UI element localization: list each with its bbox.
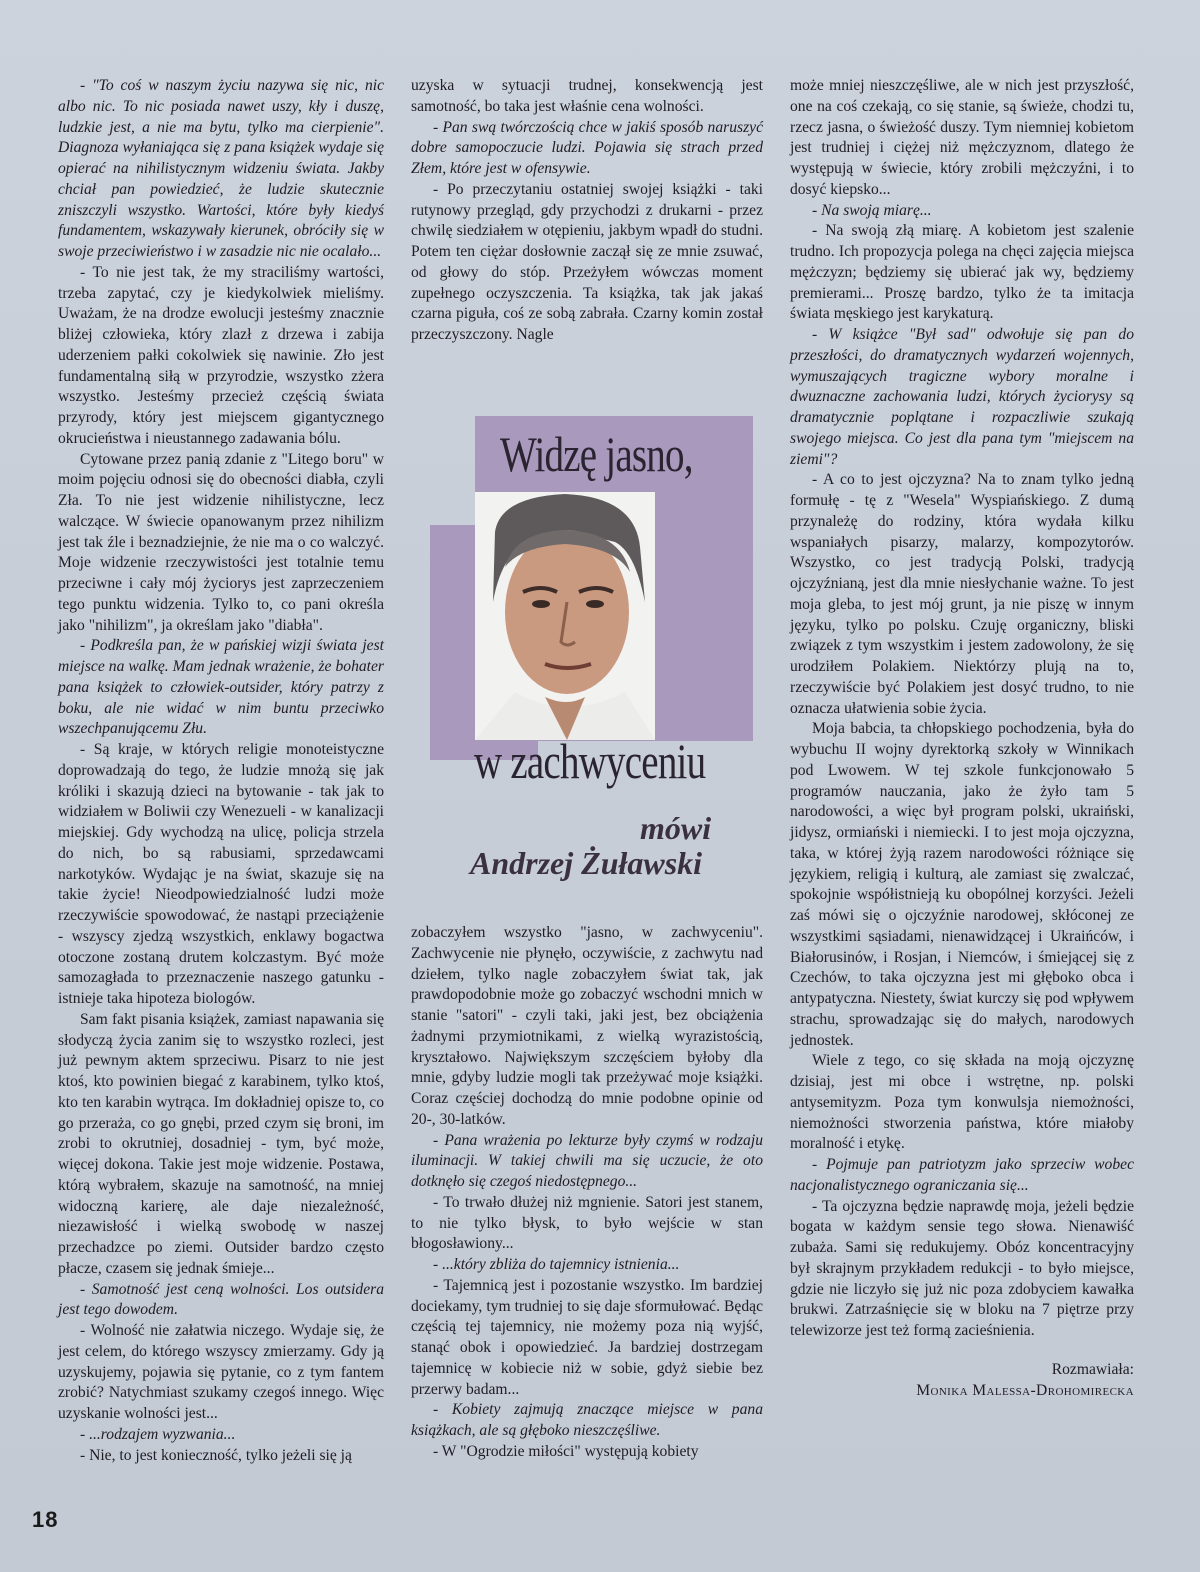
interview-answer: - Po przeczytaniu ostatniej swojej książki - taki rutynowy przegląd, gdy przychodzi z drukarni - przez chwilę siedziałem w otępieniu, jakbym wpadł do studni. Potem ten ciężar dosłownie zaczął się ze mnie zsuwać, od głowy do stóp. Przeżyłem wówczas moment zupełnego oczyszczenia. Ta książka, tak jak jakaś czarna piguła, coś ze sobą zabrała. Czarny komin został przeczyszczony. Nagle — [411, 180, 763, 343]
interview-question: - Pana wrażenia po lekturze były czymś w rodzaju iluminacji. W takiej chwili ma się uczucie, że oto dotknęło się czegoś niedostępnego... — [411, 1131, 763, 1190]
interview-answer: - W "Ogrodzie miłości" występują kobiety — [433, 1442, 699, 1460]
interview-answer: zobaczyłem wszystko "jasno, w zachwyceniu". Zachwycenie nie płynęło, oczywiście, z zachwytu nad dziełem, tylko nagle zobaczyłem świat tak, jak prawdopodobnie może go zobaczyć wschodni mnich w stanie "satori" - czyli taki, jaki jest, bez obciążenia żadnymi przymiotnikami, z wielką wyrazistością, kryształowo. Największym szczęściem byłoby dla mnie, gdyby ludzie mogli tak przeżywać moje książki. Coraz częściej dochodzą do mnie podobne opinie od 20-, 30-latków. — [411, 924, 763, 1128]
column-left — [58, 76, 384, 1466]
interview-question: - W książce "Był sad" odwołuje się pan do przeszłości, do dramatycznych wydarzeń wojennych, wymuszających tragiczne wybory moralne i dwuznaczne zachowania ludzi, których życiorysy są dramatycznie poplątane i rozpaczliwie szukają swojego miejsca. Co jest dla pana tym "miejscem na ziemi"? — [790, 326, 1134, 468]
interview-answer: - A co to jest ojczyzna? Na to znam tylko jedną formułę - tę z "Wesela" Wyspiańskiego. Z dumą przynależę do rodziny, która wydała kilku wspaniałych pisarzy, malarzy, kompozytorów. Wszystko, co jest tradycją Polski, tradycją ojczyźnianą, jest dla mnie niesłychanie ważne. To jest moja gleba, to jest mój grunt, ja nie piszę w innym języku, tylko po polsku. Czuję organiczny, bliski związek z tym wszystkim i jestem zadowolony, że się urodziłem Polakiem. Niektórzy plują na to, rzeczywiście być Polakiem jest dosyć trudno, to nie oznacza ułatwienia sobie życia. — [790, 471, 1134, 717]
interview-question: - Na swoją miarę... — [812, 201, 932, 219]
interview-answer: - Wolność nie załatwia niczego. Wydaje się, że jest celem, do którego wszyscy zmierzamy. Gdy ją uzyskujemy, pojawia się pytanie, co z tym fantem zrobić? Natychmiast szukamy czegoś innego. Więc uzyskanie wolności jest... — [58, 1322, 384, 1422]
interview-answer: Cytowane przez panią zdanie z "Litego boru" w moim pojęciu odnosi się do obecności diabła, czyli Zła. To nie jest widzenie nihilistyczne, lecz walczące. W świecie opanowanym przez nihilizm jest tak źle i beznadziejnie, że nie ma o co walczyć. Moje widzenie rzeczywistości jest totalnie temu przeciwne i cały mój życiorys jest zaprzeczeniem tego punktu widzenia. Tylko to, co pani określa jako "nihilizm", ja określam jako "diabła". — [58, 450, 384, 634]
interviewer-name: Monika Malessa-Drohomirecka — [916, 1381, 1134, 1399]
column-middle-bottom — [411, 923, 763, 1463]
interview-answer: Moja babcia, ta chłopskiego pochodzenia, była do wybuchu II wojny dyrektorką szkoły w Winnikach pod Lwowem. W tej szkole funkcjonowało 5 programów nauczania, jako że żyło tam 5 narodowości, a więc był program polski, ukraiński, jidysz, ormiański i niemiecki. I to jest moja ojczyzna, taka, w której żyją razem narodowości różniące się językiem, religią i kulturą, ale zamiast się zwalczać, spokojnie współistnieją ku obopólnej korzyści. Jeżeli zaś mówi się o ojczyźnie narodowej, skłóconej ze wszystkimi sąsiadami, nienawidzącej i Ukraińców, i Białorusinów, i Rosjan, i Niemców, i śmiejącej się z Czechów, to taka ojczyzna jest mi głęboko obca i antypatyczna. Niestety, świat kurczy się pod wpływem strachu, sprowadzając się do małych, narodowych jednostek. — [790, 720, 1134, 1049]
interview-answer: - To nie jest tak, że my straciliśmy wartości, trzeba zapytać, czy je kiedykolwiek mieliśmy. Uważam, że na drodze ewolucji jesteśmy znacznie bliżej człowieka, który zlazł z drzewa i zabija uderzeniem pałki cokolwiek się nawinie. Zło jest fundamentalną siłą w przyrodzie, wszystko zżera wszystko. Jesteśmy przecież częścią świata przyrody, który jest miejscem gigantycznego okrucieństwa i nieustannego zadawania bólu. — [58, 263, 384, 447]
interview-question: - Kobiety zajmują znaczące miejsce w pana książkach, ale są głęboko nieszczęśliwe. — [411, 1401, 763, 1439]
byline-verb: mówi — [640, 810, 712, 846]
interview-answer: - Ta ojczyzna będzie naprawdę moja, jeżeli będzie bogata w każdym sensie tego słowa. Nienawiść zubaża. Sami się redukujemy. Obóz koncentracyjny był skrajnym przykładem redukcji - to było miejsce, gdzie nie liczyło się już nic poza zdobyciem kawałka brukwi. Zatrzaśnięcie się w bloku na 7 piętrze przy telewizorze jest też formą zacieśnienia. — [790, 1197, 1134, 1339]
headline-line1: Widzę jasno, — [500, 426, 693, 482]
interview-question: - Podkreśla pan, że w pańskiej wizji świata jest miejsce na walkę. Mam jednak wrażenie, że bohater pana książek to człowiek-outsider, który patrzy z boku, ale nie widać w nim buntu przeciwko wszechpanującemu Złu. — [58, 637, 384, 738]
page-number: 18 — [32, 1507, 59, 1532]
portrait-illustration — [475, 492, 655, 740]
credit-label: Rozmawiała: — [1051, 1360, 1134, 1378]
interview-answer: - Na swoją złą miarę. A kobietom jest szalenie trudno. Ich propozycja polega na chęci zajęcia miejsca mężczyzn; będziemy się ubierać jak wy, będziemy premierami... Proszę bardzo, tylko że ta imitacja świata męskiego jest karykaturą. — [790, 222, 1134, 323]
interview-question: - Samotność jest ceną wolności. Los outsidera jest tego dowodem. — [58, 1280, 384, 1319]
interview-answer: - To trwało dłużej niż mgnienie. Satori jest stanem, to nie tylko błysk, to było wejście w stan błogosławiony... — [411, 1193, 763, 1253]
interview-question: - "To coś w naszym życiu nazywa się nic, nic albo nic. To nic posiada nawet uszy, kły i duszę, ludzkie jest, a nie ma bytu, tylko ma cierpienie". Diagnoza wyłaniająca się z pana książek wydaje się opierać na nihilistycznym widzeniu świata. Jakby chciał pan powiedzieć, że ludzie skutecznie zniszczyli wszystko. Wartości, które były kiedyś fundamentem, wskazywały kierunek, obróciły się w swoje przeciwieństwo i w zasadzie nic nie ocalało... — [58, 77, 384, 260]
interviewer-credit — [790, 1360, 1134, 1402]
interview-question: - ...który zbliża do tajemnicy istnienia... — [433, 1256, 680, 1273]
author-portrait-photo — [475, 492, 655, 740]
interview-answer: - Nie, to jest konieczność, tylko jeżeli się ją — [80, 1446, 352, 1464]
interview-answer: może mniej nieszczęśliwe, ale w nich jest przyszłość, one na coś czekają, co się stanie, są świeże, chodzi tu, rzecz jasna, o świeżość duszy. Tym niemniej kobietom jest trudniej i ciężej niż mężczyznom, dlatego że występują w świecie, który zrobili mężczyźni, i to dosyć kiepsko... — [790, 77, 1134, 198]
interview-answer: - Są kraje, w których religie monoteistyczne doprowadzają do tego, że ludzie mnożą się jak króliki i skazują dzieci na bytowanie - tak jak to widziałem w Boliwii czy Wenezueli - w kanalizacji miejskiej. Gdy wychodzą na ulicę, policja strzela do nich, bo są rabusiami, sprzedawcami narkotyków. Wydając je na świat, skazuje się na takie życie! Nieodpowiedzialność ludzi może rzeczywiście spowodować, że nastąpi przeciążenie - wszyscy zjedzą wszystkich, enklawy bogactwa otoczone zostaną drutem kolczastym. Być może samozagłada to przeznaczenie naszego gatunku - istnieje taka hipoteza biologów. — [58, 741, 384, 1007]
byline-author-name: Andrzej Żuławski — [470, 845, 703, 881]
interview-question: - Pan swą twórczością chce w jakiś sposób naruszyć dobre samopoczucie ludzi. Pojawia się strach przed Złem, które jest w ofensywie. — [411, 118, 763, 177]
column-right — [790, 76, 1134, 1401]
interview-question: - ...rodzajem wyzwania... — [80, 1425, 236, 1443]
interview-answer: - Tajemnicą jest i pozostanie wszystko. Im bardziej dociekamy, tym trudniej to się daje sformułować. Będąc częścią tej tajemnicy, nie możemy poza nią wyjść, stanąć obok i opowiedzieć. Ja bardziej dostrzegam tajemnicę w kobiecie niż w sobie, gdyż siebie bez przerwy badam... — [411, 1276, 763, 1398]
interview-answer: Sam fakt pisania książek, zamiast napawania się słodyczą życia zanim się to wszystko rozleci, jest już pewnym aktem sprzeciwu. Pisarz to nie jest ktoś, kto powinien biegać z karabinem, tylko ktoś, kto ten karabin wytrąca. Im dokładniej opisze to, co go przeraża, co go gnębi, przed czym się broni, im zrobi to okrutniej, dosadniej - tym, być może, więcej dokona. Takie jest moje widzenie. Postawa, którą wybrałem, skazuje na samotność, na mniej widoczną karierę, ale daje niezależność, niezawisłość i wielką swobodę w naszej przechadzce po ziemi. Outsider bardzo często płacze, czasem się jednak śmieje... — [58, 1010, 384, 1277]
interview-question: - Pojmuje pan patriotyzm jako sprzeciw wobec nacjonalistycznego ograniczania się... — [790, 1156, 1134, 1194]
interview-answer: Wiele z tego, co się składa na moją ojczyznę dzisiaj, jest mi obce i wstrętne, np. polski antysemityzm. Poza tym konwulsja niemożności, niemożności stworzenia państwa, które miałoby moralność i etykę. — [790, 1052, 1134, 1153]
headline-line2: w zachwyceniu — [474, 733, 706, 789]
interview-answer: uzyska w sytuacji trudnej, konsekwencją jest samotność, bo taka jest właśnie cena wolności. — [411, 77, 763, 115]
column-middle-top — [411, 76, 763, 346]
